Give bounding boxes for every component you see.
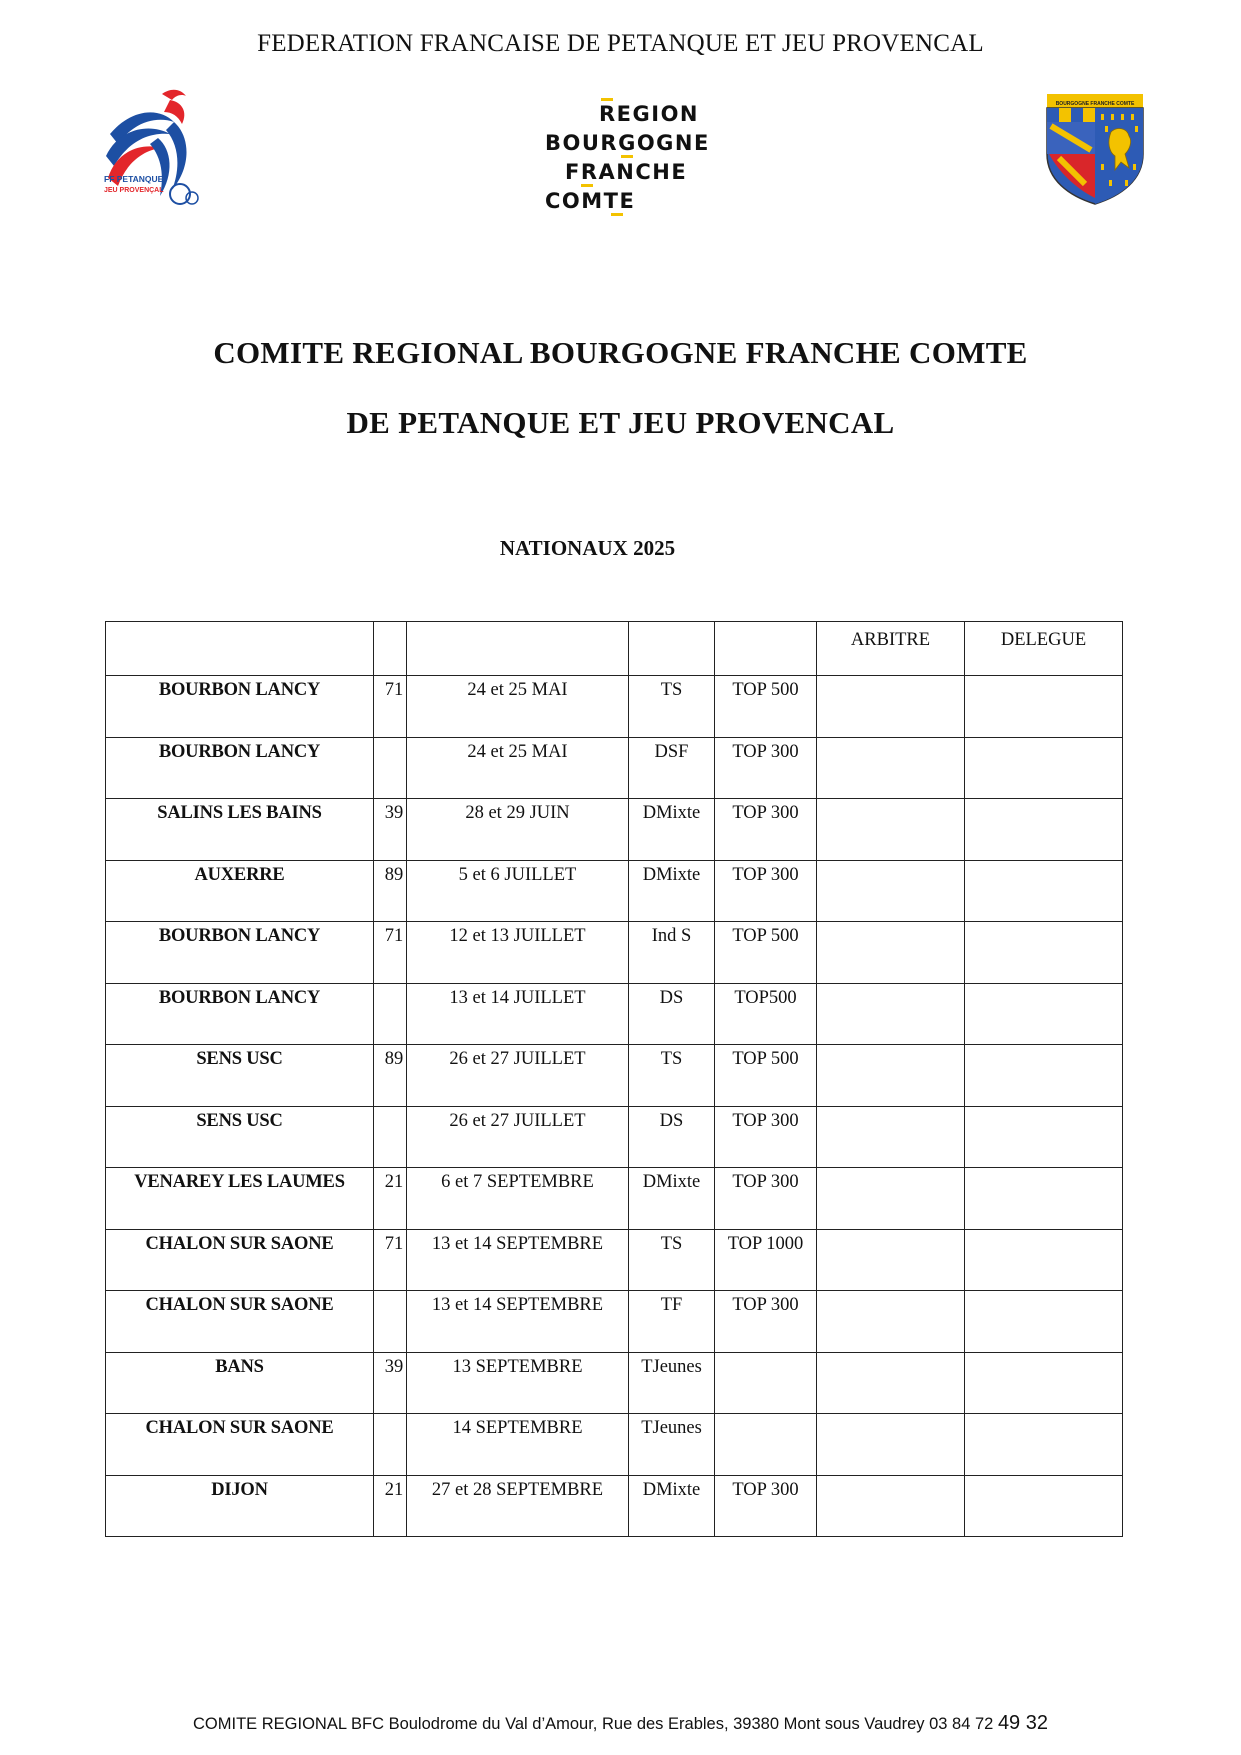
level-cell: TOP 1000: [715, 1229, 817, 1291]
delegue-cell: [965, 860, 1123, 922]
coat-of-arms-icon: [1045, 92, 1145, 207]
page-title-line-2: DE PETANQUE ET JEU PROVENCAL: [346, 405, 895, 440]
delegue-cell: [965, 1352, 1123, 1414]
level-cell: TOP 500: [715, 922, 817, 984]
format-cell: DMixte: [629, 1475, 715, 1537]
subtitle: NATIONAUX 2025: [499, 536, 676, 560]
level-cell: TOP500: [715, 983, 817, 1045]
arbitre-cell: [817, 1229, 965, 1291]
department-cell: 21: [374, 1475, 407, 1537]
dates-cell: 26 et 27 JUILLET: [407, 1045, 629, 1107]
table-row: [106, 1045, 1123, 1107]
table-row: [106, 1229, 1123, 1291]
arbitre-cell: [817, 1168, 965, 1230]
region-bfc-logo: [545, 100, 715, 225]
format-cell: Ind S: [629, 922, 715, 984]
arbitre-cell: [817, 1352, 965, 1414]
dates-cell: 24 et 25 MAI: [407, 676, 629, 738]
table-row: [106, 922, 1123, 984]
delegue-cell: [965, 1168, 1123, 1230]
federation-title: FEDERATION FRANCAISE DE PETANQUE ET JEU PROVENCAL: [257, 30, 984, 57]
dates-cell: 13 SEPTEMBRE: [407, 1352, 629, 1414]
header-arbitre: ARBITRE: [817, 622, 965, 676]
table-row: [106, 676, 1123, 738]
department-cell: 39: [374, 799, 407, 861]
rooster-icon: [100, 86, 210, 211]
ff-petanque-logo: [100, 86, 210, 211]
region-logo-line: FRANCHE: [565, 160, 688, 184]
dates-cell: 13 et 14 SEPTEMBRE: [407, 1229, 629, 1291]
department-cell: [374, 737, 407, 799]
venue-cell: BOURBON LANCY: [106, 922, 374, 984]
delegue-cell: [965, 1414, 1123, 1476]
department-cell: [374, 1106, 407, 1168]
arbitre-cell: [817, 1291, 965, 1353]
arbitre-cell: [817, 799, 965, 861]
table-row: [106, 983, 1123, 1045]
delegue-cell: [965, 737, 1123, 799]
region-logo-line: REGION: [599, 102, 699, 126]
department-cell: 71: [374, 922, 407, 984]
format-cell: DS: [629, 1106, 715, 1168]
page-title-line-1: COMITE REGIONAL BOURGOGNE FRANCHE COMTE: [213, 335, 1028, 370]
venue-cell: DIJON: [106, 1475, 374, 1537]
table-row: [106, 860, 1123, 922]
department-cell: 71: [374, 676, 407, 738]
format-cell: DMixte: [629, 1168, 715, 1230]
arbitre-cell: [817, 676, 965, 738]
regional-crest-logo: [1045, 92, 1145, 207]
format-cell: TS: [629, 676, 715, 738]
level-cell: TOP 300: [715, 1168, 817, 1230]
delegue-cell: [965, 1475, 1123, 1537]
format-cell: TJeunes: [629, 1414, 715, 1476]
department-cell: 89: [374, 1045, 407, 1107]
footer-address: [0, 1712, 1241, 1735]
level-cell: TOP 500: [715, 1045, 817, 1107]
svg-text:FF PETANQUE: FF PETANQUE: [104, 174, 164, 184]
header-delegue: DELEGUE: [965, 622, 1123, 676]
arbitre-cell: [817, 1106, 965, 1168]
arbitre-cell: [817, 737, 965, 799]
venue-cell: BOURBON LANCY: [106, 737, 374, 799]
dates-cell: 6 et 7 SEPTEMBRE: [407, 1168, 629, 1230]
delegue-cell: [965, 676, 1123, 738]
department-cell: 21: [374, 1168, 407, 1230]
dates-cell: 27 et 28 SEPTEMBRE: [407, 1475, 629, 1537]
arbitre-cell: [817, 1414, 965, 1476]
table-row: [106, 799, 1123, 861]
venue-cell: BANS: [106, 1352, 374, 1414]
delegue-cell: [965, 1106, 1123, 1168]
delegue-cell: [965, 1045, 1123, 1107]
arbitre-cell: [817, 860, 965, 922]
table-header-row: [106, 622, 1123, 676]
table-row: [106, 1291, 1123, 1353]
table-row: [106, 1414, 1123, 1476]
header-cell: [374, 622, 407, 676]
delegue-cell: [965, 922, 1123, 984]
level-cell: TOP 300: [715, 860, 817, 922]
format-cell: TF: [629, 1291, 715, 1353]
svg-text:JEU PROVENÇAL: JEU PROVENÇAL: [104, 187, 164, 194]
venue-cell: CHALON SUR SAONE: [106, 1291, 374, 1353]
table-row: [106, 737, 1123, 799]
format-cell: TS: [629, 1045, 715, 1107]
table-row: [106, 1106, 1123, 1168]
level-cell: TOP 300: [715, 1106, 817, 1168]
format-cell: TJeunes: [629, 1352, 715, 1414]
venue-cell: SALINS LES BAINS: [106, 799, 374, 861]
dates-cell: 12 et 13 JUILLET: [407, 922, 629, 984]
department-cell: 71: [374, 1229, 407, 1291]
header-cell: [629, 622, 715, 676]
delegue-cell: [965, 1229, 1123, 1291]
header-cell: [106, 622, 374, 676]
dates-cell: 28 et 29 JUIN: [407, 799, 629, 861]
arbitre-cell: [817, 1045, 965, 1107]
dates-cell: 13 et 14 JUILLET: [407, 983, 629, 1045]
level-cell: [715, 1414, 817, 1476]
format-cell: TS: [629, 1229, 715, 1291]
department-cell: 89: [374, 860, 407, 922]
footer-phone-tail: 49 32: [997, 1712, 1048, 1734]
format-cell: DSF: [629, 737, 715, 799]
arbitre-cell: [817, 922, 965, 984]
department-cell: [374, 1414, 407, 1476]
header-cell: [715, 622, 817, 676]
level-cell: TOP 300: [715, 1475, 817, 1537]
dates-cell: 5 et 6 JUILLET: [407, 860, 629, 922]
dates-cell: 14 SEPTEMBRE: [407, 1414, 629, 1476]
format-cell: DMixte: [629, 799, 715, 861]
svg-text:BOURGOGNE FRANCHE COMTE: BOURGOGNE FRANCHE COMTE: [1055, 101, 1135, 107]
venue-cell: CHALON SUR SAONE: [106, 1229, 374, 1291]
venue-cell: VENAREY LES LAUMES: [106, 1168, 374, 1230]
logo-accent-bar: [611, 213, 623, 216]
region-logo-line: BOURGOGNE: [545, 131, 710, 155]
dates-cell: 24 et 25 MAI: [407, 737, 629, 799]
department-cell: [374, 983, 407, 1045]
level-cell: TOP 300: [715, 737, 817, 799]
delegue-cell: [965, 983, 1123, 1045]
arbitre-cell: [817, 1475, 965, 1537]
department-cell: 39: [374, 1352, 407, 1414]
format-cell: DMixte: [629, 860, 715, 922]
level-cell: [715, 1352, 817, 1414]
footer-text: COMITE REGIONAL BFC Boulodrome du Val d’Amour, Rue des Erables, 39380 Mont sous Vaudrey 03 84 72: [193, 1715, 994, 1733]
venue-cell: BOURBON LANCY: [106, 676, 374, 738]
venue-cell: AUXERRE: [106, 860, 374, 922]
venue-cell: CHALON SUR SAONE: [106, 1414, 374, 1476]
venue-cell: SENS USC: [106, 1045, 374, 1107]
venue-cell: BOURBON LANCY: [106, 983, 374, 1045]
dates-cell: 13 et 14 SEPTEMBRE: [407, 1291, 629, 1353]
table-row: [106, 1168, 1123, 1230]
level-cell: TOP 300: [715, 1291, 817, 1353]
level-cell: TOP 500: [715, 676, 817, 738]
format-cell: DS: [629, 983, 715, 1045]
venue-cell: SENS USC: [106, 1106, 374, 1168]
dates-cell: 26 et 27 JUILLET: [407, 1106, 629, 1168]
department-cell: [374, 1291, 407, 1353]
table-row: [106, 1475, 1123, 1537]
level-cell: TOP 300: [715, 799, 817, 861]
header-cell: [407, 622, 629, 676]
nationaux-schedule-table: [105, 621, 1123, 1537]
arbitre-cell: [817, 983, 965, 1045]
region-logo-line: COMTE: [545, 189, 636, 213]
delegue-cell: [965, 1291, 1123, 1353]
delegue-cell: [965, 799, 1123, 861]
table-row: [106, 1352, 1123, 1414]
